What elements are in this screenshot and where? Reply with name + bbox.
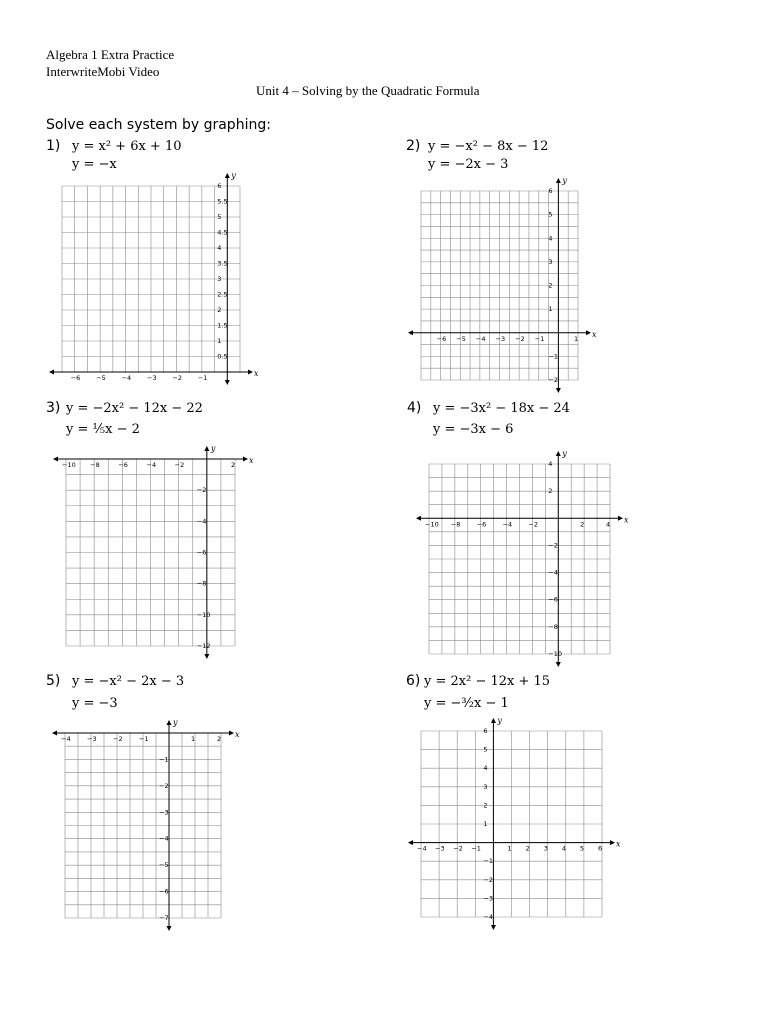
y-tick-label: 1 [217, 337, 222, 345]
x-tick-label: −3 [495, 334, 506, 343]
x-axis-arrow-right [229, 731, 234, 736]
y-axis-label: y [210, 444, 216, 453]
problem-6 [406, 672, 550, 713]
problem-3 [46, 399, 203, 439]
y-tick-label: 5 [483, 745, 488, 754]
x-tick-label: 2 [580, 520, 585, 529]
x-tick-label: −4 [61, 735, 71, 743]
y-tick-label: −4 [548, 568, 558, 577]
problem-equation-1: y = x² + 6x + 10 [72, 139, 182, 154]
y-axis-arrow-bottom [491, 925, 496, 930]
x-tick-label: 5 [579, 844, 585, 853]
problem-number: 6) [406, 673, 421, 689]
y-axis-label: y [562, 449, 567, 458]
x-tick-label: −2 [515, 334, 525, 343]
x-axis-label: x [592, 329, 597, 339]
x-tick-label: 1 [191, 735, 196, 743]
y-tick-label: 4 [548, 234, 553, 243]
x-axis-arrow-left [416, 516, 421, 521]
y-tick-label: −1 [159, 755, 169, 764]
y-tick-label: −5 [159, 861, 169, 870]
x-tick-label: −1 [139, 735, 149, 743]
x-tick-label: −6 [476, 520, 487, 529]
problem-equation-2: y = ⅕x − 2 [66, 422, 140, 437]
problem-equation-1: y = −2x² − 12x − 22 [66, 401, 203, 416]
y-tick-label: 6 [548, 187, 553, 195]
y-tick-label: −1 [548, 352, 558, 361]
x-tick-label: −10 [425, 520, 439, 529]
x-axis-arrow-left [49, 370, 54, 375]
y-axis-arrow-top [225, 173, 230, 178]
y-tick-label: 3 [217, 275, 222, 283]
y-tick-label: 1.5 [217, 321, 228, 330]
y-tick-label: 1 [548, 305, 553, 314]
problem-equation-1: y = 2x² − 12x + 15 [424, 674, 551, 689]
x-tick-label: 2 [525, 844, 530, 853]
y-axis-label: y [497, 716, 502, 725]
x-tick-label: −1 [534, 334, 545, 343]
y-tick-label: −2 [196, 486, 207, 495]
x-axis-arrow-right [586, 330, 591, 335]
problem-equation-2: y = −3x − 6 [433, 422, 514, 437]
x-axis-arrow-right [248, 370, 253, 375]
x-tick-label: −8 [90, 461, 100, 469]
problem-number: 5) [46, 673, 61, 689]
x-tick-label: −3 [435, 844, 445, 853]
y-tick-label: −8 [548, 622, 558, 631]
x-tick-label: 2 [217, 735, 222, 743]
y-tick-label: 3.5 [217, 259, 228, 268]
x-tick-label: −10 [62, 461, 76, 469]
x-axis-label: x [616, 839, 621, 849]
y-tick-label: 3 [483, 782, 488, 791]
y-tick-label: 6 [483, 727, 488, 735]
x-axis-label: x [624, 515, 629, 525]
y-axis-arrow-bottom [225, 380, 230, 385]
x-axis-label: x [249, 456, 254, 465]
x-tick-label: 2 [231, 461, 236, 469]
x-tick-label: −4 [502, 520, 513, 529]
y-tick-label: 5 [217, 213, 222, 221]
y-axis-arrow-top [167, 720, 172, 725]
x-axis-arrow-left [53, 457, 58, 462]
y-tick-label: 2.5 [217, 290, 228, 299]
instructions: Solve each system by graphing: [46, 117, 271, 133]
y-tick-label: 1 [483, 820, 488, 828]
y-axis-arrow-bottom [204, 654, 209, 659]
y-tick-label: 4 [217, 244, 222, 252]
x-tick-label: −3 [87, 735, 97, 743]
problem-4 [407, 399, 570, 439]
problem-equation-1: y = −x² − 8x − 12 [428, 139, 549, 154]
y-axis-arrow-top [556, 451, 561, 456]
y-tick-label: −3 [483, 894, 493, 903]
x-axis-label: x [235, 730, 240, 739]
y-tick-label: −2 [548, 541, 558, 550]
x-tick-label: −4 [121, 374, 132, 382]
problem-equation-2: y = −3 [72, 696, 118, 711]
x-tick-label: 1 [507, 844, 512, 853]
y-tick-label: 2 [548, 281, 553, 290]
x-tick-label: 4 [561, 844, 566, 853]
y-axis-label: y [562, 176, 567, 185]
problem-1 [46, 137, 182, 174]
x-tick-label: −1 [471, 844, 481, 853]
x-tick-label: −5 [96, 374, 106, 382]
unit-title: Unit 4 – Solving by the Quadratic Formula [256, 83, 480, 98]
y-tick-label: −10 [548, 650, 563, 658]
x-tick-label: −6 [70, 374, 81, 382]
x-axis-arrow-left [408, 330, 413, 335]
problem-5 [46, 672, 184, 713]
y-axis-arrow-bottom [556, 662, 561, 667]
x-tick-label: −2 [528, 520, 539, 529]
x-tick-label: −4 [146, 461, 157, 469]
y-tick-label: 4 [548, 460, 553, 468]
y-tick-label: 2 [548, 487, 553, 496]
y-tick-label: 4.5 [217, 228, 228, 237]
x-tick-label: 1 [574, 334, 579, 343]
y-tick-label: −4 [196, 517, 207, 526]
y-tick-label: −12 [196, 642, 211, 650]
course-title: Algebra 1 Extra Practice [46, 47, 175, 62]
y-tick-label: 6 [217, 182, 222, 190]
y-tick-label: 3 [548, 257, 553, 266]
problem-equation-2: y = −2x − 3 [428, 157, 509, 172]
y-tick-label: −4 [483, 913, 493, 921]
y-tick-label: 2 [483, 801, 488, 810]
x-axis-arrow-left [52, 731, 57, 736]
x-tick-label: 6 [598, 844, 603, 853]
y-tick-label: 0.5 [217, 352, 228, 361]
problem-equation-2: y = −³⁄₂x − 1 [424, 696, 509, 711]
problem-number: 3) [46, 400, 61, 416]
problem-equation-2: y = −x [72, 157, 117, 172]
y-tick-label: −2 [159, 781, 169, 790]
x-tick-label: −3 [147, 374, 157, 382]
x-axis-arrow-right [618, 516, 623, 521]
problem-2 [406, 137, 548, 174]
y-axis-arrow-bottom [167, 926, 172, 931]
x-axis-label: x [254, 369, 259, 378]
y-tick-label: −6 [548, 595, 558, 604]
x-tick-label: −6 [436, 334, 447, 343]
problem-number: 2) [406, 138, 421, 154]
x-tick-label: −2 [174, 461, 185, 469]
problem-equation-1: y = −3x² − 18x − 24 [433, 401, 570, 416]
y-tick-label: −2 [548, 376, 558, 384]
y-tick-label: −6 [159, 887, 169, 896]
y-tick-label: −3 [159, 808, 169, 817]
y-tick-label: −10 [196, 610, 211, 619]
y-tick-label: −1 [483, 857, 493, 866]
y-tick-label: −2 [483, 875, 493, 884]
x-tick-label: −8 [450, 520, 461, 529]
x-tick-label: −4 [475, 334, 486, 343]
x-axis-arrow-left [408, 840, 413, 845]
y-tick-label: 2 [217, 306, 222, 314]
x-tick-label: −2 [453, 844, 463, 853]
y-axis-arrow-top [204, 446, 209, 451]
y-tick-label: −8 [196, 579, 207, 588]
x-axis-arrow-right [243, 457, 248, 462]
x-tick-label: −1 [197, 374, 208, 382]
y-axis-label: y [231, 171, 236, 180]
y-axis-arrow-top [491, 718, 496, 723]
problem-number: 4) [407, 400, 422, 416]
y-axis-arrow-bottom [556, 388, 561, 393]
x-tick-label: −5 [456, 334, 466, 343]
y-tick-label: 5 [548, 210, 553, 219]
x-tick-label: 4 [606, 520, 611, 529]
y-tick-label: 5.5 [217, 197, 228, 206]
y-tick-label: −6 [196, 548, 207, 557]
x-tick-label: −4 [417, 844, 427, 853]
x-tick-label: −2 [113, 735, 123, 743]
problem-number: 1) [46, 138, 61, 154]
problem-equation-1: y = −x² − 2x − 3 [72, 674, 185, 689]
y-axis-arrow-top [556, 178, 561, 183]
x-tick-label: 3 [543, 844, 548, 853]
x-tick-label: −2 [172, 374, 183, 382]
y-tick-label: −4 [159, 834, 169, 843]
x-axis-arrow-right [610, 840, 615, 845]
y-tick-label: 4 [483, 764, 488, 773]
x-tick-label: −6 [118, 461, 128, 469]
y-axis-label: y [173, 718, 178, 727]
video-subtitle: InterwriteMobi Video [46, 64, 160, 79]
y-tick-label: −7 [159, 914, 169, 922]
